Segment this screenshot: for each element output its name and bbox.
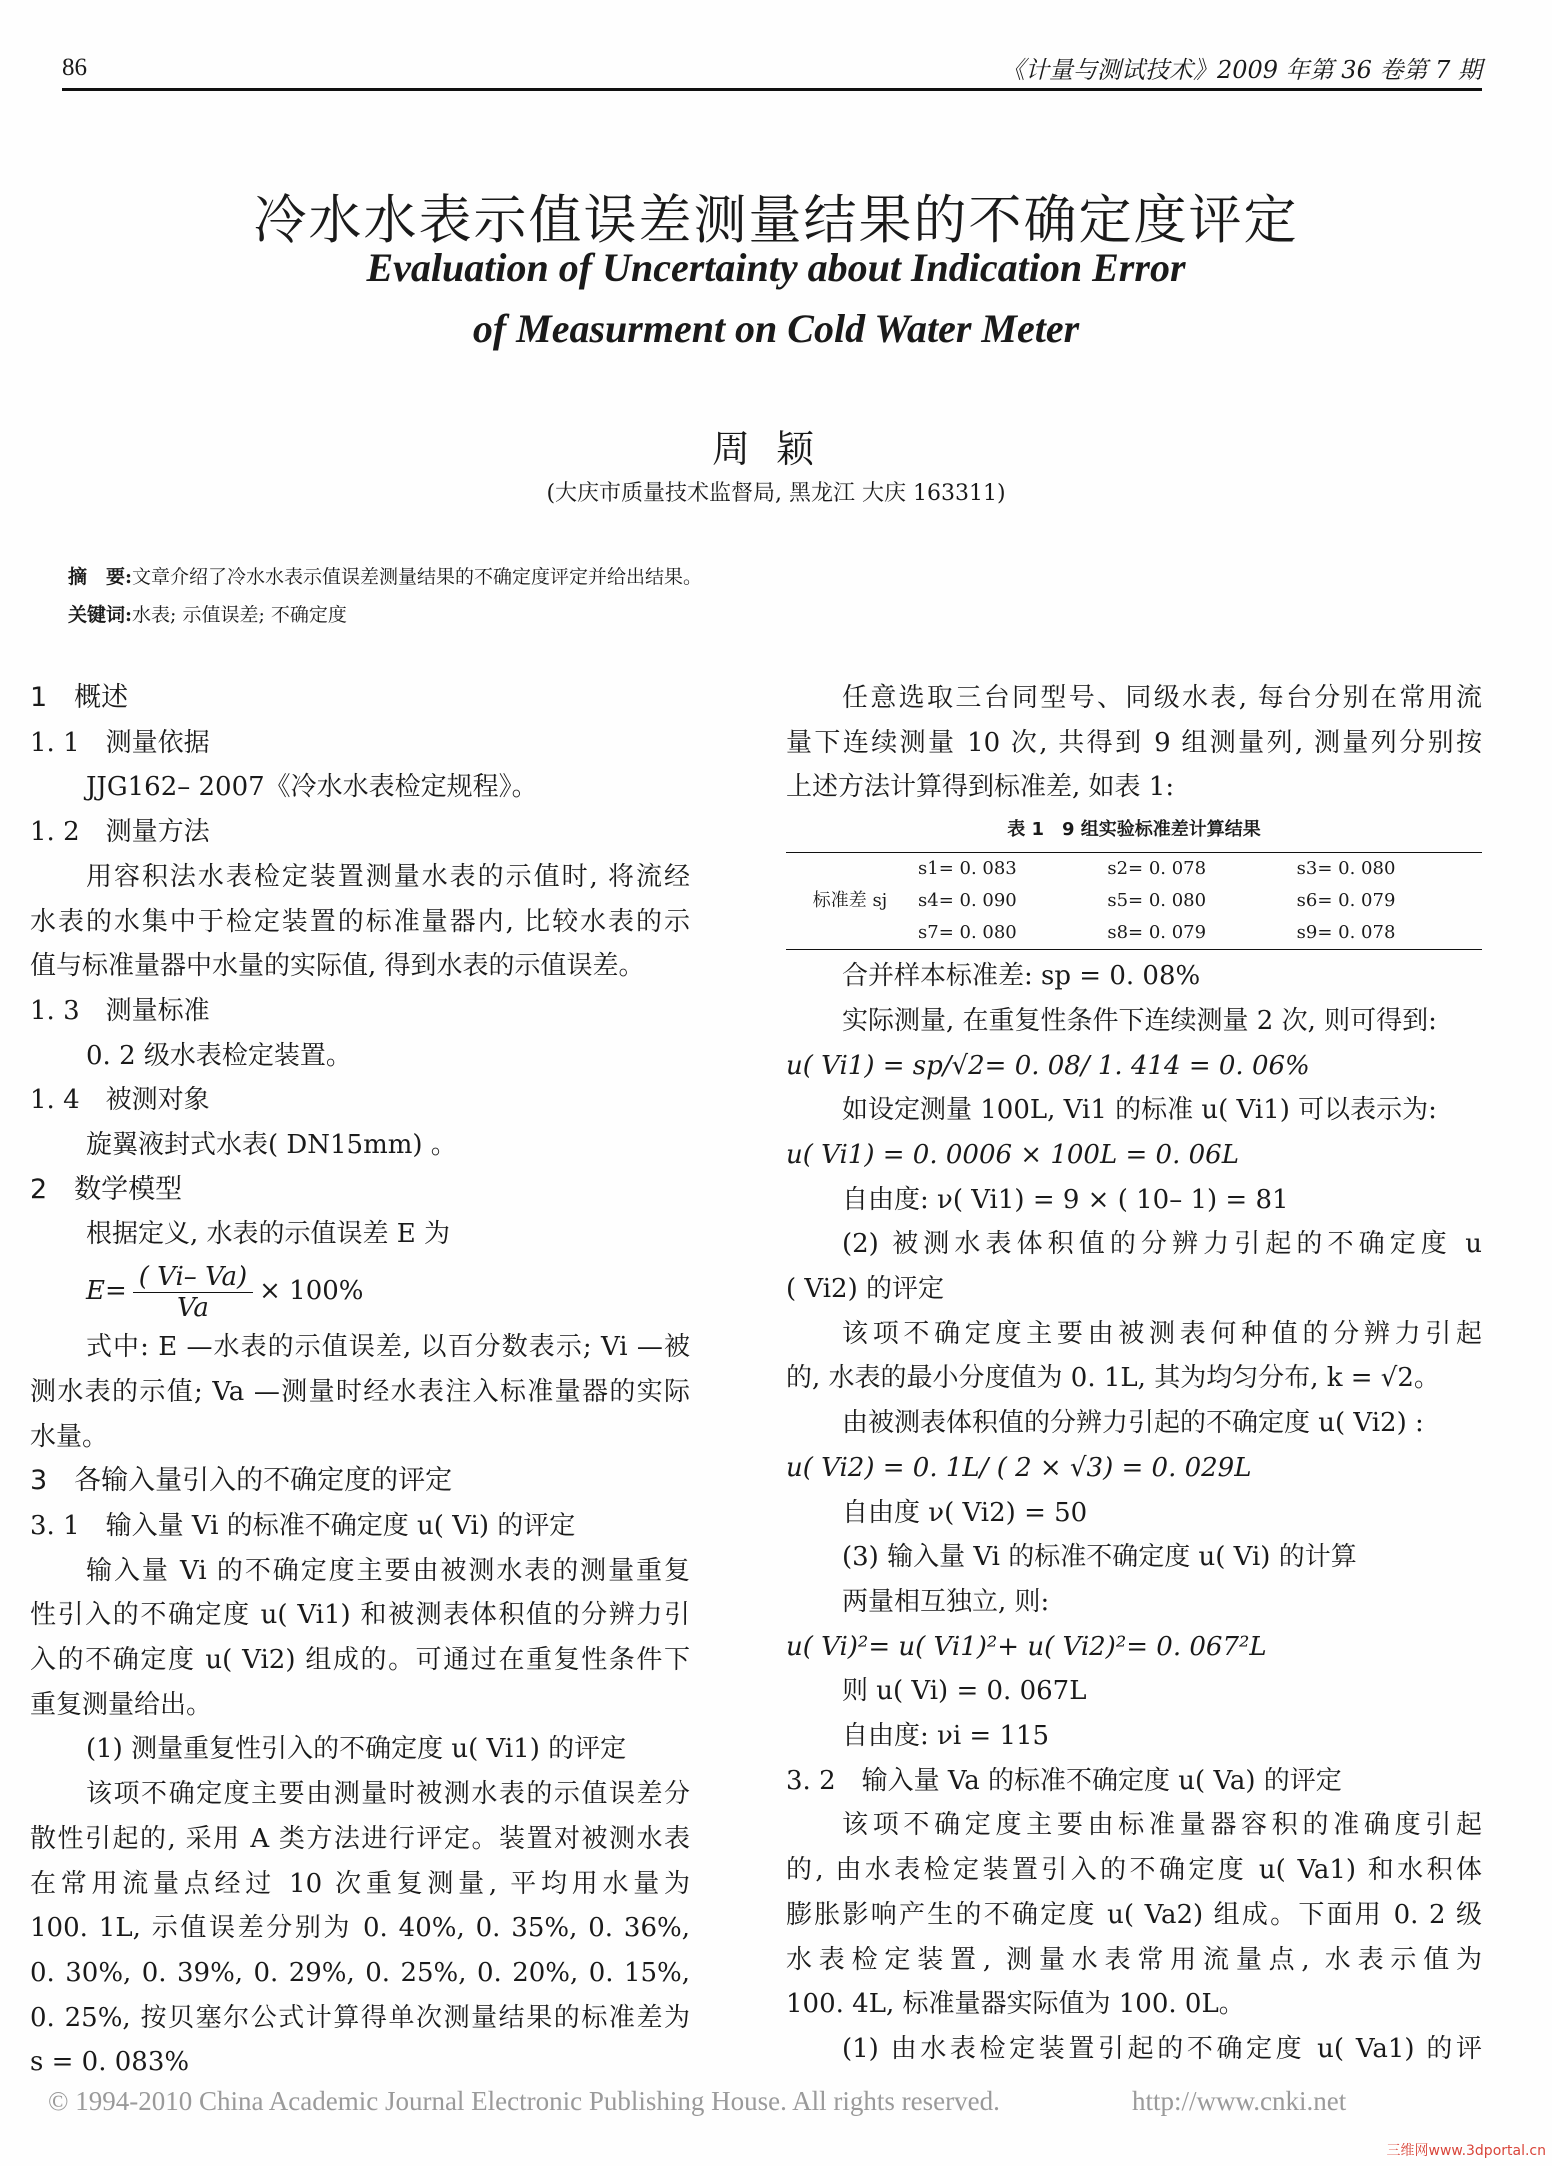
std-deviation-table — [786, 852, 1482, 950]
table-cell: s3= 0. 080 — [1293, 853, 1482, 886]
paragraph-line: 散性引起的, 采用 A 类方法进行评定。装置对被测水表 — [30, 1823, 690, 1854]
table-cell: s5= 0. 080 — [1107, 890, 1207, 912]
paragraph-line: 如设定测量 100L, Vi1 的标准 u( Vi1) 可以表示为: — [842, 1095, 1437, 1126]
paragraph-line: 膨胀影响产生的不确定度 u( Va2) 组成。下面用 0. 2 级 — [786, 1899, 1482, 1930]
paragraph-line: 重复测量给出。 — [30, 1689, 213, 1720]
paragraph-line: 水表检定装置, 测量水表常用流量点, 水表示值为 — [786, 1944, 1482, 1975]
paragraph-line: 水表的水集中于检定装置的标准量器内, 比较水表的示 — [30, 906, 690, 937]
header-rule — [62, 88, 1482, 91]
author-affiliation: (大庆市质量技术监督局, 黑龙江 大庆 163311) — [546, 481, 1006, 506]
paragraph-line: (1) 由水表检定装置引起的不确定度 u( Va1) 的评 — [842, 2033, 1482, 2064]
table-cell: s2= 0. 078 — [1103, 853, 1292, 886]
paragraph-line: 上述方法计算得到标准差, 如表 1: — [786, 772, 1175, 803]
section-heading: 2 数学模型 — [30, 1173, 183, 1205]
paragraph-line: 量下连续测量 10 次, 共得到 9 组测量列, 测量列分别按 — [786, 727, 1482, 758]
paragraph-line: 输入量 Vi 的不确定度主要由被测水表的测量重复 — [86, 1555, 690, 1586]
section-heading: 3 各输入量引入的不确定度的评定 — [30, 1465, 453, 1497]
keywords-text: 水表; 示值误差; 不确定度 — [132, 604, 347, 626]
section-heading: 1 概述 — [30, 682, 129, 713]
equation: u( Vi2) = 0. 1L/ ( 2 × √3) = 0. 029L — [786, 1452, 1252, 1483]
subsection-heading: 1. 3 测量标准 — [30, 995, 210, 1026]
subsection-heading: 3. 2 输入量 Va 的标准不确定度 u( Va) 的评定 — [786, 1765, 1342, 1796]
formula-lhs: E= — [86, 1276, 127, 1307]
paragraph-line: 任意选取三台同型号、同级水表, 每台分别在常用流 — [842, 683, 1482, 713]
subsection-heading: 3. 1 输入量 Vi 的标准不确定度 u( Vi) 的评定 — [30, 1510, 576, 1541]
paragraph: 0. 2 级水表检定装置。 — [86, 1040, 352, 1071]
paragraph-line: 则 u( Vi) = 0. 067L — [842, 1676, 1087, 1707]
footer-url[interactable]: http://www.cnki.net — [1132, 2086, 1347, 2116]
paragraph: JJG162– 2007《冷水水表检定规程》。 — [86, 772, 538, 803]
paragraph-line: 该项不确定度主要由标准量器容积的准确度引起 — [842, 1810, 1482, 1841]
paragraph-line: 的, 水表的最小分度值为 0. 1L, 其为均匀分布, k = √2。 — [786, 1363, 1440, 1394]
equation: u( Vi1) = 0. 0006 × 100L = 0. 06L — [786, 1139, 1239, 1170]
table-cell: s6= 0. 079 — [1296, 890, 1396, 912]
paragraph-line: 自由度: νi = 115 — [842, 1721, 1050, 1752]
copyright-footer: © 1994-2010 China Academic Journal Electronic Publishing House. All rights reserved. — [48, 2086, 1000, 2116]
equation: u( Vi1) = sp/√2= 0. 08/ 1. 414 = 0. 06% — [786, 1050, 1310, 1081]
page-number: 86 — [62, 54, 87, 81]
error-formula — [30, 1257, 690, 1325]
paragraph-line: 该项不确定度主要由被测表何种值的分辨力引起 — [842, 1318, 1482, 1349]
subsubsection-heading: (3) 输入量 Vi 的标准不确定度 u( Vi) 的计算 — [842, 1542, 1357, 1573]
title-english-line1: Evaluation of Uncertainty about Indication Error — [366, 245, 1186, 290]
subsubsection-heading: (1) 测量重复性引入的不确定度 u( Vi1) 的评定 — [86, 1734, 627, 1765]
formula-fraction — [133, 1262, 253, 1323]
paragraph-line: 该项不确定度主要由测量时被测水表的示值误差分 — [86, 1779, 690, 1810]
table-row-label: 标准差 sj — [786, 853, 914, 950]
subsection-heading: 1. 4 被测对象 — [30, 1085, 210, 1116]
paragraph-line: 两量相互独立, 则: — [842, 1586, 1050, 1617]
paragraph-line: 由被测表体积值的分辨力引起的不确定度 u( Vi2) : — [842, 1408, 1424, 1439]
table-cell: s1= 0. 083 — [914, 853, 1103, 886]
paragraph: 旋翼液封式水表( DN15mm) 。 — [86, 1130, 457, 1161]
subsubsection-heading: (2) 被测水表体积值的分辨力引起的不确定度 u — [842, 1229, 1482, 1260]
author-name: 周颖 — [711, 427, 840, 471]
paragraph-line: 测水表的示值; Va —测量时经水表注入标准量器的实际 — [30, 1376, 690, 1407]
table-cell: s4= 0. 090 — [918, 890, 1017, 912]
abstract-text: 文章介绍了冷水水表示值误差测量结果的不确定度评定并给出结果。 — [132, 566, 703, 588]
paragraph-line: 式中: E —水表的示值误差, 以百分数表示; Vi —被 — [86, 1332, 690, 1363]
abstract — [68, 562, 702, 589]
paragraph-line: 100. 1L, 示值误差分别为 0. 40%, 0. 35%, 0. 36%, — [30, 1913, 690, 1944]
paragraph-line: 100. 4L, 标准量器实际值为 100. 0L。 — [786, 1989, 1245, 2020]
paragraph-line: 性引入的不确定度 u( Vi1) 和被测表体积值的分辨力引 — [30, 1600, 690, 1631]
formula-denominator: Va — [176, 1292, 209, 1323]
paragraph-line: 值与标准量器中水量的实际值, 得到水表的示值误差。 — [30, 951, 645, 982]
paragraph-line: 0. 25%, 按贝塞尔公式计算得单次测量结果的标准差为 — [30, 2002, 690, 2033]
paragraph-line: 0. 30%, 0. 39%, 0. 29%, 0. 25%, 0. 20%, 0. 15%, — [30, 1957, 690, 1988]
formula-numerator: ( Vi– Va) — [133, 1262, 253, 1293]
table-cell: s9= 0. 078 — [1293, 917, 1482, 950]
paragraph: 根据定义, 水表的示值误差 E 为 — [86, 1219, 451, 1250]
journal-header: 《计量与测试技术》2009 年第 36 卷第 7 期 — [1000, 56, 1482, 84]
formula-rhs: × 100% — [259, 1276, 364, 1307]
title-english-line2: of Measurment on Cold Water Meter — [472, 306, 1080, 351]
equation: u( Vi)²= u( Vi1)²+ u( Vi2)²= 0. 067²L — [786, 1631, 1267, 1662]
paragraph-line: 用容积法水表检定装置测量水表的示值时, 将流经 — [86, 861, 690, 892]
keywords-label: 关键词: — [68, 604, 133, 626]
table-caption: 表 1 9 组实验标准差计算结果 — [1007, 819, 1261, 841]
paragraph-line: 入的不确定度 u( Vi2) 组成的。可通过在重复性条件下 — [30, 1645, 690, 1676]
site-watermark: 三维网www.3dportal.cn — [1386, 2143, 1546, 2159]
table-cell: s7= 0. 080 — [914, 917, 1103, 950]
paragraph-line: 实际测量, 在重复性条件下连续测量 2 次, 则可得到: — [842, 1005, 1437, 1036]
paragraph-line: 自由度 ν( Vi2) = 50 — [842, 1497, 1088, 1528]
table-cell: s8= 0. 079 — [1103, 917, 1292, 950]
abstract-label: 摘 要: — [68, 566, 133, 588]
title-chinese: 冷水水表示值误差测量结果的不确定度评定 — [253, 190, 1299, 251]
subsection-heading: 1. 1 测量依据 — [30, 727, 210, 758]
paragraph-line: 自由度: ν( Vi1) = 9 × ( 10– 1) = 81 — [842, 1184, 1289, 1215]
paragraph-line: 的, 由水表检定装置引入的不确定度 u( Va1) 和水积体 — [786, 1855, 1482, 1886]
paragraph-line: 在常用流量点经过 10 次重复测量, 平均用水量为 — [30, 1868, 690, 1899]
left-column — [30, 676, 690, 2085]
keywords — [68, 600, 347, 627]
paragraph-line: 水量。 — [30, 1421, 109, 1452]
right-column — [786, 676, 1482, 2072]
subsubsection-heading: ( Vi2) 的评定 — [786, 1274, 944, 1305]
paragraph-line: 合并样本标准差: sp = 0. 08% — [842, 961, 1201, 992]
table-row — [786, 853, 1482, 886]
subsection-heading: 1. 2 测量方法 — [30, 817, 210, 848]
paragraph-line: s = 0. 083% — [30, 2047, 190, 2078]
